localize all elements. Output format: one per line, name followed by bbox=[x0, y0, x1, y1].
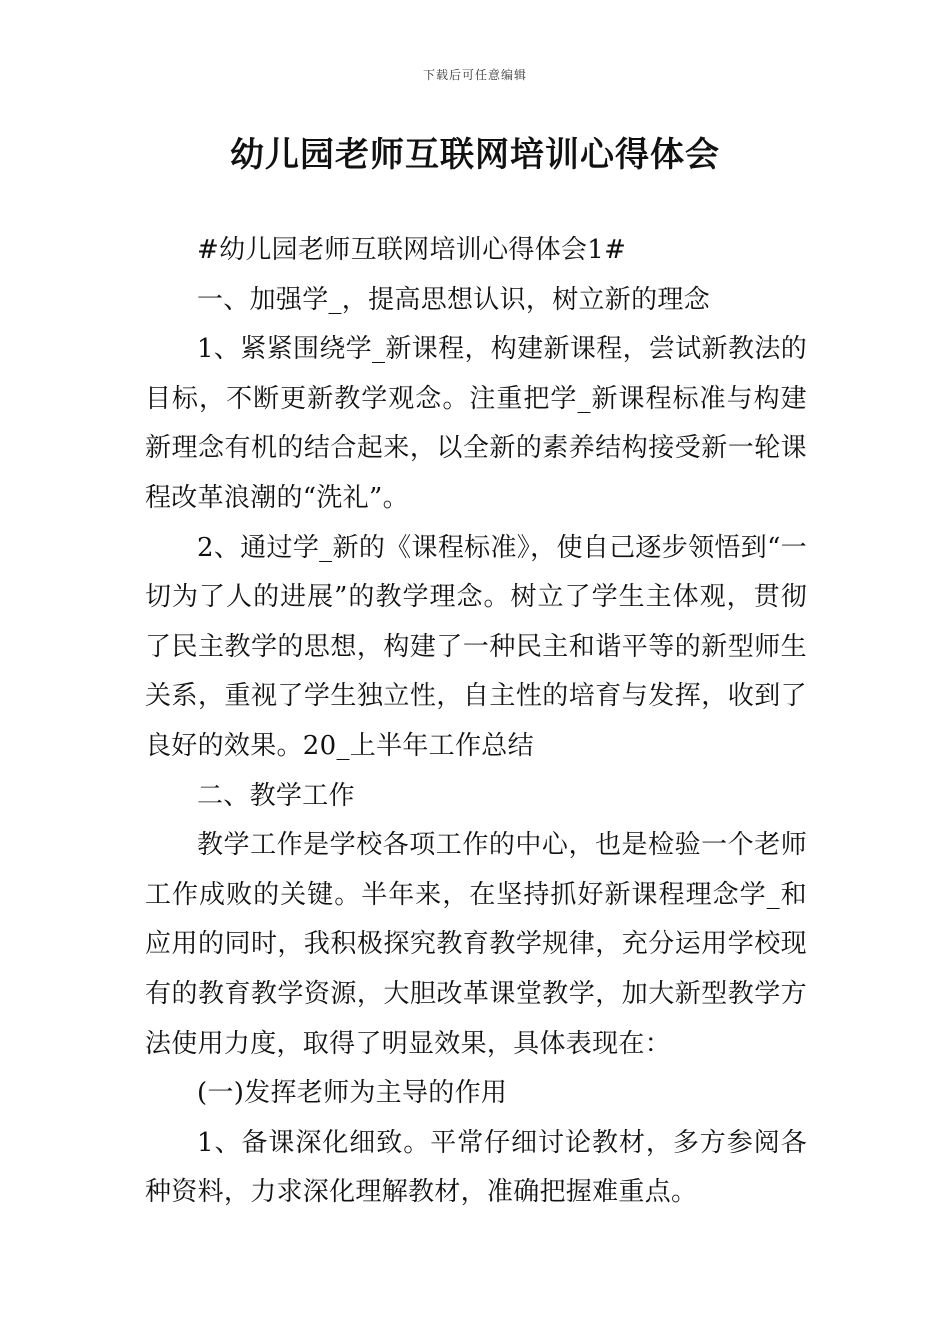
paragraph: 一、加强学_，提高思想认识，树立新的理念 bbox=[197, 284, 711, 315]
header-note: 下载后可任意编辑 bbox=[422, 68, 527, 82]
paragraph: 1、备课深化细致。平常仔细讨论教材，多方参阅各种资料，力求深化理解教材，准确把握难重点。 bbox=[145, 1127, 807, 1208]
paragraph: 1、紧紧围绕学_新课程，构建新课程，尝试新教法的目标，不断更新教学观念。注重把学_新课程标准与构建新理念有机的结合起来，以全新的素养结构接受新一轮课程改革浪潮的“洗礼”。 bbox=[145, 334, 807, 513]
paragraph: 二、教学工作 bbox=[197, 780, 355, 811]
document-title: 幼儿园老师互联网培训心得体会 bbox=[230, 135, 720, 175]
paragraph: #幼儿园老师互联网培训心得体会1# bbox=[197, 235, 627, 265]
document-body bbox=[145, 226, 807, 1218]
paragraph: 教学工作是学校各项工作的中心，也是检验一个老师工作成败的关键。半年来，在坚持抓好新课程理念学_和应用的同时，我积极探究教育教学规律，充分运用学校现有的教育教学资源，大胆改革课堂教学，加大新型教学方法使用力度，取得了明显效果，具体表现在： bbox=[145, 830, 807, 1059]
paragraph: (一)发挥老师为主导的作用 bbox=[197, 1078, 508, 1109]
paragraph: 2、通过学_新的《课程标准》，使自己逐步领悟到“一切为了人的进展”的教学理念。树立了学生主体观，贯彻了民主教学的思想，构建了一种民主和谐平等的新型师生关系，重视了学生独立性，自主性的培育与发挥，收到了良好的效果。20_上半年工作总结 bbox=[145, 532, 807, 761]
